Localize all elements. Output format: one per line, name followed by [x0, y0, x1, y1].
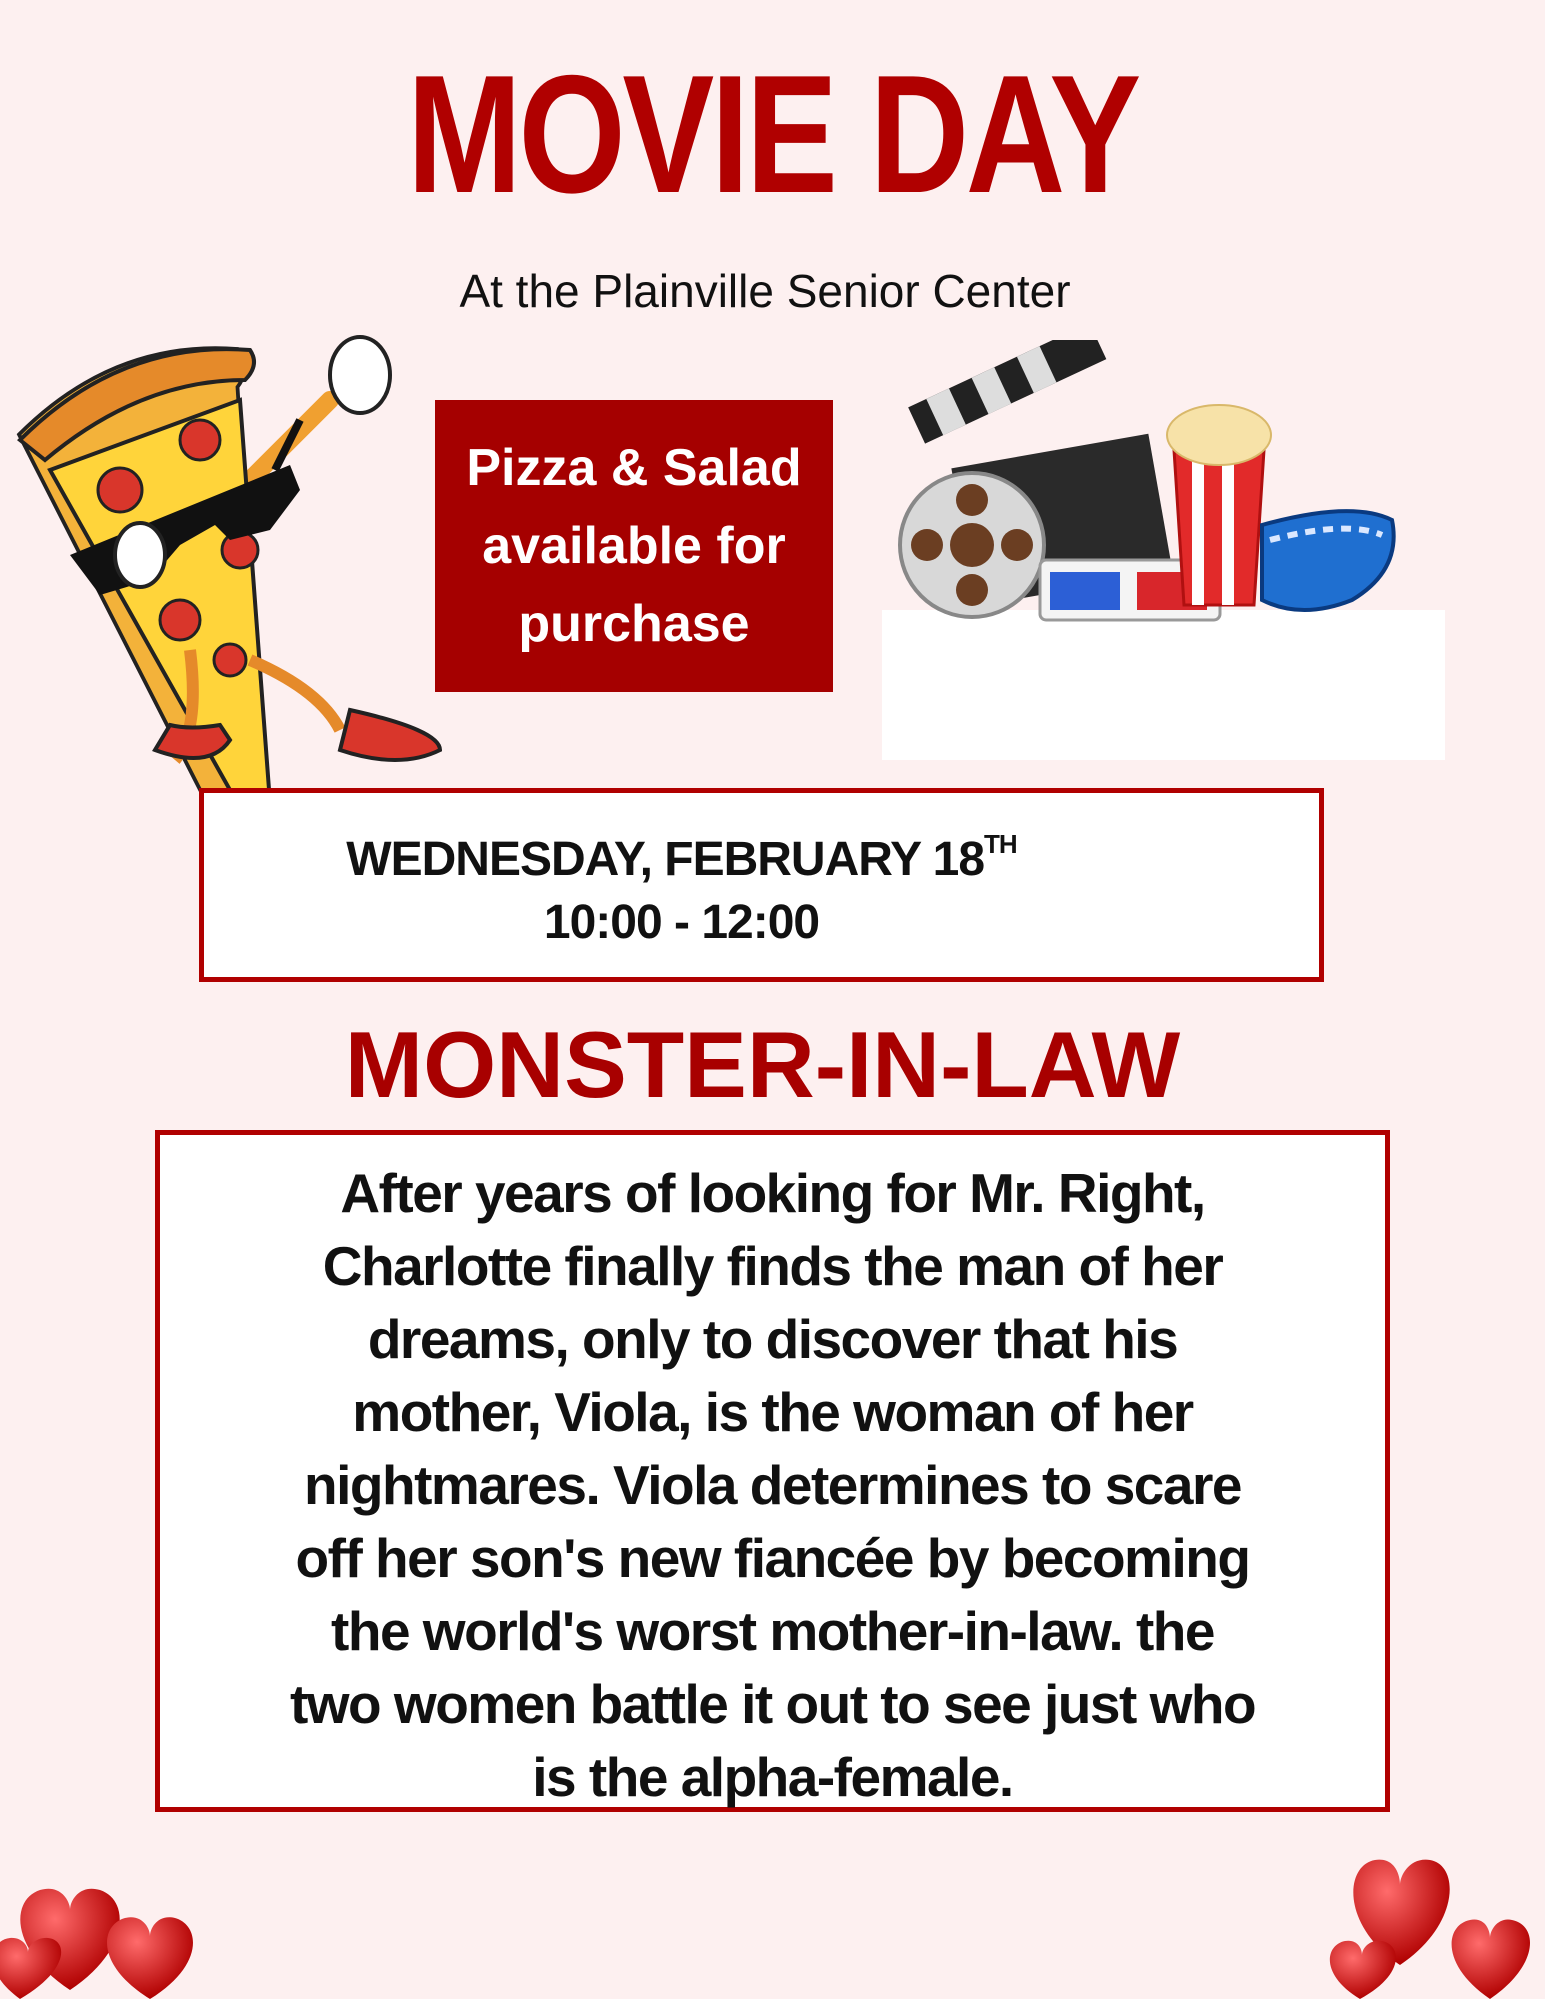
event-time: 10:00 - 12:00	[543, 896, 820, 949]
description-line: nightmares. Viola determines to scare	[304, 1454, 1241, 1516]
event-date	[204, 829, 1319, 887]
hearts-icon	[1300, 1835, 1545, 1999]
description-line: Charlotte finally finds the man of her	[322, 1235, 1223, 1297]
dabbing-pizza-icon	[0, 330, 450, 800]
description-line: off her son's new fiancée by becoming	[295, 1527, 1250, 1589]
promo-line: available for	[482, 517, 786, 575]
description-line: After years of looking for Mr. Right,	[340, 1162, 1205, 1224]
cinema-props-icon	[882, 340, 1445, 760]
description-line: is the alpha-female.	[532, 1746, 1013, 1808]
description-line: mother, Viola, is the woman of her	[352, 1381, 1193, 1443]
description-line: the world's worst mother-in-law. the	[331, 1600, 1214, 1662]
date-ordinal-suffix: TH	[984, 829, 1017, 859]
event-date-text: WEDNESDAY, FEBRUARY 18	[346, 833, 985, 886]
description-line: dreams, only to discover that his	[367, 1308, 1178, 1370]
description-line: two women battle it out to see just who	[289, 1673, 1256, 1735]
promo-line: purchase	[518, 595, 750, 653]
promo-line: Pizza & Salad	[466, 439, 802, 497]
hearts-icon	[0, 1840, 220, 1999]
venue-subtitle: At the Plainville Senior Center	[459, 265, 1071, 317]
food-promo-box	[435, 400, 833, 692]
page-title: MOVIE DAY	[407, 40, 1138, 228]
movie-title: MONSTER-IN-LAW	[344, 1012, 1181, 1117]
movie-description	[160, 1157, 1385, 1814]
schedule-box	[199, 788, 1324, 982]
movie-description-box	[155, 1130, 1390, 1812]
